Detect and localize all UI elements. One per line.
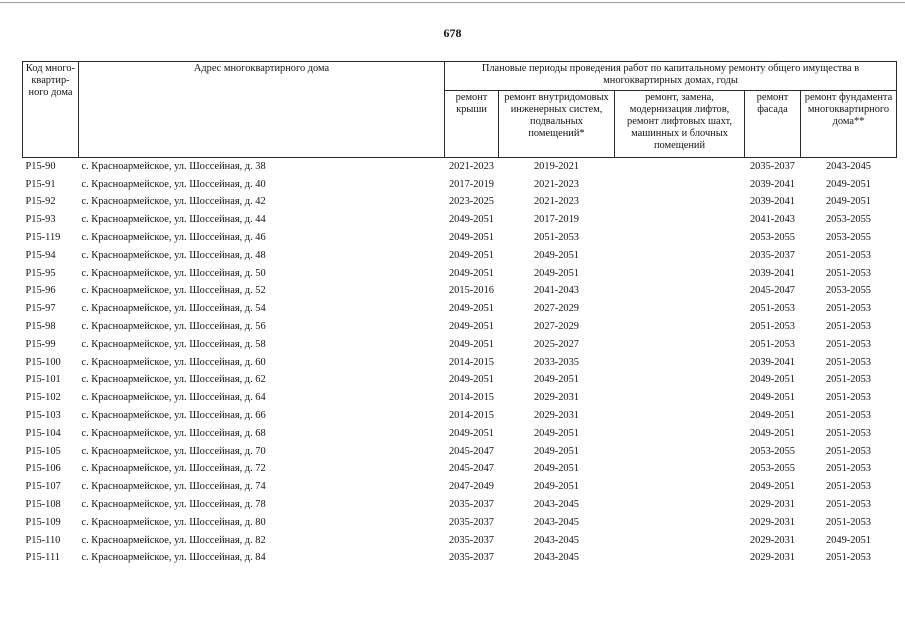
cell-code: Р15-107 (25, 481, 61, 493)
cell-roof: 2045-2047 (448, 463, 495, 475)
cell-roof: 2049-2051 (448, 321, 495, 333)
cell-facade: 2035-2037 (749, 249, 796, 261)
cell-elevators (615, 389, 745, 407)
cell-facade: 2049-2051 (749, 374, 796, 386)
cell-address: с. Красноармейское, ул. Шоссейная, д. 40 (81, 178, 266, 190)
cell-roof: 2049-2051 (448, 232, 495, 244)
cell-address: с. Красноармейское, ул. Шоссейная, д. 84 (81, 552, 266, 564)
cell-facade: 2049-2051 (749, 481, 796, 493)
cell-engineering: 2017-2019 (533, 214, 580, 226)
cell-foundation: 2051-2053 (825, 249, 872, 261)
cell-roof: 2049-2051 (448, 303, 495, 315)
cell-foundation: 2051-2053 (825, 481, 872, 493)
table-row (23, 194, 897, 212)
cell-roof: 2014-2015 (448, 356, 495, 368)
cell-foundation: 2051-2053 (825, 374, 872, 386)
cell-foundation: 2051-2053 (825, 463, 872, 475)
table-row (23, 443, 897, 461)
table-row (23, 354, 897, 372)
table-header (23, 62, 897, 158)
cell-foundation: 2051-2053 (825, 427, 872, 439)
cell-foundation: 2051-2053 (825, 303, 872, 315)
header-engineering: ремонт внутридомовых инженерных систем, подвальных помещений* (499, 91, 615, 158)
header-roof: ремонт крыши (445, 91, 499, 158)
table-row (23, 283, 897, 301)
cell-address: с. Красноармейское, ул. Шоссейная, д. 54 (81, 303, 266, 315)
cell-engineering: 2021-2023 (533, 178, 580, 190)
header-code: Код много-квартир-ного дома (23, 62, 79, 158)
cell-address: с. Красноармейское, ул. Шоссейная, д. 56 (81, 321, 266, 333)
header-foundation: ремонт фундамента многоквартирного дома** (801, 91, 897, 158)
cell-facade: 2051-2053 (749, 303, 796, 315)
cell-engineering: 2019-2021 (533, 160, 580, 172)
cell-engineering: 2027-2029 (533, 321, 580, 333)
cell-engineering: 2049-2051 (533, 427, 580, 439)
cell-facade: 2039-2041 (749, 196, 796, 208)
table-row (23, 265, 897, 283)
cell-roof: 2021-2023 (448, 160, 495, 172)
cell-address: с. Красноармейское, ул. Шоссейная, д. 44 (81, 214, 266, 226)
table-row (23, 229, 897, 247)
cell-elevators (615, 318, 745, 336)
cell-foundation: 2053-2055 (825, 232, 872, 244)
cell-facade: 2051-2053 (749, 321, 796, 333)
cell-elevators (615, 336, 745, 354)
cell-facade: 2045-2047 (749, 285, 796, 297)
cell-foundation: 2053-2055 (825, 214, 872, 226)
table-row (23, 532, 897, 550)
cell-code: Р15-90 (25, 160, 56, 172)
cell-elevators (615, 229, 745, 247)
cell-elevators (615, 407, 745, 425)
cell-facade: 2051-2053 (749, 338, 796, 350)
cell-code: Р15-99 (25, 338, 56, 350)
cell-address: с. Красноармейское, ул. Шоссейная, д. 50 (81, 267, 266, 279)
cell-elevators (615, 300, 745, 318)
cell-engineering: 2021-2023 (533, 196, 580, 208)
cell-facade: 2029-2031 (749, 552, 796, 564)
table-row (23, 496, 897, 514)
cell-roof: 2014-2015 (448, 410, 495, 422)
cell-address: с. Красноармейское, ул. Шоссейная, д. 80 (81, 516, 266, 528)
cell-foundation: 2053-2055 (825, 285, 872, 297)
cell-engineering: 2043-2045 (533, 552, 580, 564)
cell-code: Р15-98 (25, 321, 56, 333)
cell-elevators (615, 354, 745, 372)
cell-code: Р15-91 (25, 178, 56, 190)
cell-address: с. Красноармейское, ул. Шоссейная, д. 38 (81, 160, 266, 172)
cell-address: с. Красноармейское, ул. Шоссейная, д. 60 (81, 356, 266, 368)
cell-code: Р15-97 (25, 303, 56, 315)
cell-code: Р15-101 (25, 374, 61, 386)
table-row (23, 247, 897, 265)
table-row (23, 211, 897, 229)
capital-repair-table (22, 61, 897, 567)
cell-facade: 2049-2051 (749, 392, 796, 404)
table-row (23, 407, 897, 425)
header-facade: ремонт фасада (745, 91, 801, 158)
cell-foundation: 2051-2053 (825, 552, 872, 564)
header-periods: Плановые периоды проведения работ по капитальному ремонту общего имущества в многоквартирных домах, годы (445, 62, 897, 91)
cell-elevators (615, 496, 745, 514)
cell-roof: 2017-2019 (448, 178, 495, 190)
cell-code: Р15-105 (25, 445, 61, 457)
cell-facade: 2029-2031 (749, 534, 796, 546)
cell-elevators (615, 265, 745, 283)
cell-engineering: 2049-2051 (533, 267, 580, 279)
cell-address: с. Красноармейское, ул. Шоссейная, д. 70 (81, 445, 266, 457)
cell-code: Р15-119 (25, 232, 61, 244)
table-body (23, 158, 897, 568)
table-row (23, 461, 897, 479)
cell-code: Р15-109 (25, 516, 61, 528)
cell-roof: 2035-2037 (448, 516, 495, 528)
cell-foundation: 2051-2053 (825, 499, 872, 511)
cell-foundation: 2051-2053 (825, 445, 872, 457)
cell-elevators (615, 372, 745, 390)
cell-engineering: 2043-2045 (533, 516, 580, 528)
cell-engineering: 2049-2051 (533, 481, 580, 493)
cell-facade: 2039-2041 (749, 267, 796, 279)
cell-elevators (615, 247, 745, 265)
header-elevators: ремонт, замена, модернизация лифтов, ремонт лифтовых шахт, машинных и блочных помещений (615, 91, 745, 158)
table-row (23, 372, 897, 390)
cell-code: Р15-93 (25, 214, 56, 226)
cell-foundation: 2051-2053 (825, 321, 872, 333)
cell-engineering: 2043-2045 (533, 499, 580, 511)
cell-engineering: 2049-2051 (533, 463, 580, 475)
cell-roof: 2035-2037 (448, 499, 495, 511)
cell-engineering: 2033-2035 (533, 356, 580, 368)
cell-foundation: 2049-2051 (825, 196, 872, 208)
cell-roof: 2049-2051 (448, 214, 495, 226)
cell-elevators (615, 158, 745, 176)
cell-elevators (615, 514, 745, 532)
cell-address: с. Красноармейское, ул. Шоссейная, д. 64 (81, 392, 266, 404)
table-row (23, 478, 897, 496)
cell-code: Р15-96 (25, 285, 56, 297)
cell-facade: 2053-2055 (749, 445, 796, 457)
cell-engineering: 2043-2045 (533, 534, 580, 546)
cell-roof: 2047-2049 (448, 481, 495, 493)
cell-engineering: 2041-2043 (533, 285, 580, 297)
table-row (23, 514, 897, 532)
cell-address: с. Красноармейское, ул. Шоссейная, д. 46 (81, 232, 266, 244)
cell-foundation: 2051-2053 (825, 338, 872, 350)
cell-foundation: 2051-2053 (825, 410, 872, 422)
cell-code: Р15-103 (25, 410, 61, 422)
cell-code: Р15-108 (25, 499, 61, 511)
cell-foundation: 2051-2053 (825, 267, 872, 279)
cell-roof: 2045-2047 (448, 445, 495, 457)
cell-facade: 2029-2031 (749, 499, 796, 511)
cell-elevators (615, 461, 745, 479)
cell-engineering: 2029-2031 (533, 410, 580, 422)
top-rule (0, 2, 905, 3)
cell-foundation: 2051-2053 (825, 392, 872, 404)
cell-engineering: 2049-2051 (533, 445, 580, 457)
cell-elevators (615, 194, 745, 212)
cell-facade: 2049-2051 (749, 427, 796, 439)
cell-roof: 2049-2051 (448, 267, 495, 279)
cell-facade: 2039-2041 (749, 178, 796, 190)
cell-engineering: 2051-2053 (533, 232, 580, 244)
cell-roof: 2035-2037 (448, 552, 495, 564)
cell-code: Р15-110 (25, 534, 61, 546)
cell-code: Р15-94 (25, 249, 56, 261)
table-row (23, 425, 897, 443)
cell-code: Р15-95 (25, 267, 56, 279)
cell-code: Р15-100 (25, 356, 61, 368)
cell-roof: 2023-2025 (448, 196, 495, 208)
page-number: 678 (443, 26, 462, 40)
cell-roof: 2014-2015 (448, 392, 495, 404)
cell-roof: 2049-2051 (448, 427, 495, 439)
cell-code: Р15-102 (25, 392, 61, 404)
cell-address: с. Красноармейское, ул. Шоссейная, д. 82 (81, 534, 266, 546)
cell-address: с. Красноармейское, ул. Шоссейная, д. 52 (81, 285, 266, 297)
cell-facade: 2029-2031 (749, 516, 796, 528)
cell-foundation: 2051-2053 (825, 356, 872, 368)
cell-elevators (615, 425, 745, 443)
table-row (23, 550, 897, 568)
cell-roof: 2035-2037 (448, 534, 495, 546)
cell-engineering: 2025-2027 (533, 338, 580, 350)
cell-address: с. Красноармейское, ул. Шоссейная, д. 72 (81, 463, 266, 475)
cell-address: с. Красноармейское, ул. Шоссейная, д. 48 (81, 249, 266, 261)
cell-roof: 2049-2051 (448, 249, 495, 261)
cell-elevators (615, 283, 745, 301)
cell-address: с. Красноармейское, ул. Шоссейная, д. 42 (81, 196, 266, 208)
cell-elevators (615, 478, 745, 496)
cell-address: с. Красноармейское, ул. Шоссейная, д. 74 (81, 481, 266, 493)
cell-facade: 2049-2051 (749, 410, 796, 422)
cell-foundation: 2049-2051 (825, 534, 872, 546)
cell-code: Р15-92 (25, 196, 56, 208)
cell-facade: 2035-2037 (749, 160, 796, 172)
cell-code: Р15-106 (25, 463, 61, 475)
cell-code: Р15-104 (25, 427, 61, 439)
header-address: Адрес многоквартирного дома (79, 62, 445, 158)
cell-address: с. Красноармейское, ул. Шоссейная, д. 62 (81, 374, 266, 386)
cell-roof: 2049-2051 (448, 374, 495, 386)
cell-foundation: 2043-2045 (825, 160, 872, 172)
cell-elevators (615, 550, 745, 568)
cell-facade: 2053-2055 (749, 232, 796, 244)
cell-address: с. Красноармейское, ул. Шоссейная, д. 78 (81, 499, 266, 511)
table-row (23, 318, 897, 336)
cell-roof: 2049-2051 (448, 338, 495, 350)
cell-elevators (615, 176, 745, 194)
cell-elevators (615, 443, 745, 461)
table-row (23, 176, 897, 194)
table-row (23, 300, 897, 318)
cell-engineering: 2029-2031 (533, 392, 580, 404)
cell-facade: 2041-2043 (749, 214, 796, 226)
cell-code: Р15-111 (25, 552, 60, 564)
cell-foundation: 2049-2051 (825, 178, 872, 190)
cell-facade: 2053-2055 (749, 463, 796, 475)
cell-foundation: 2051-2053 (825, 516, 872, 528)
table-row (23, 158, 897, 176)
cell-address: с. Красноармейское, ул. Шоссейная, д. 68 (81, 427, 266, 439)
cell-address: с. Красноармейское, ул. Шоссейная, д. 66 (81, 410, 266, 422)
cell-facade: 2039-2041 (749, 356, 796, 368)
table-row (23, 389, 897, 407)
cell-address: с. Красноармейское, ул. Шоссейная, д. 58 (81, 338, 266, 350)
cell-roof: 2015-2016 (448, 285, 495, 297)
cell-elevators (615, 532, 745, 550)
cell-elevators (615, 211, 745, 229)
cell-engineering: 2049-2051 (533, 249, 580, 261)
cell-engineering: 2027-2029 (533, 303, 580, 315)
table-row (23, 336, 897, 354)
cell-engineering: 2049-2051 (533, 374, 580, 386)
